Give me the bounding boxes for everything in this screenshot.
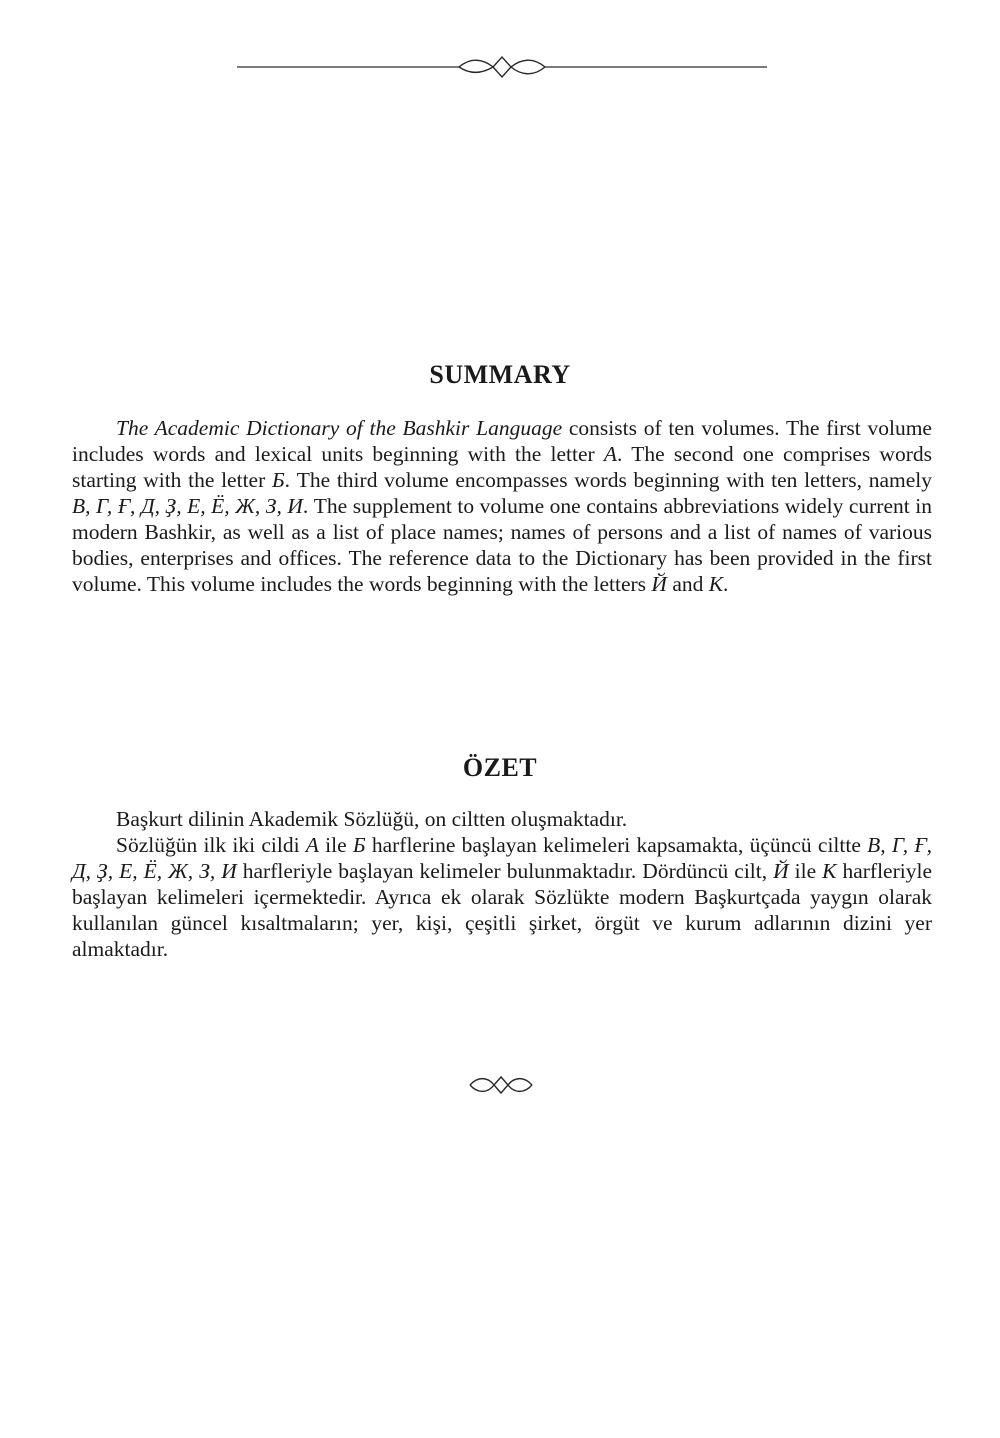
text-segment: . <box>723 572 729 596</box>
text-segment: ile <box>788 859 823 883</box>
text-segment: consists of ten volumes. The first volume includes words and lexical units beginning with the letter <box>72 416 932 466</box>
text-segment: Sözlüğün ilk iki cildi <box>116 833 306 857</box>
ozet-paragraph <box>72 832 932 962</box>
italic-text-segment: Б <box>352 833 366 857</box>
text-segment: and <box>666 572 709 596</box>
italic-text-segment: Б <box>271 468 285 492</box>
italic-text-segment: A <box>603 442 618 466</box>
ozet-heading: ÖZET <box>462 753 538 782</box>
ozet-text-block <box>72 806 932 962</box>
summary-paragraph <box>72 415 932 597</box>
summary-heading: SUMMARY <box>429 360 571 389</box>
text-segment: ile <box>318 833 353 857</box>
italic-text-segment: Й <box>773 859 789 883</box>
text-segment: harfleriyle başlayan kelimeleri içermektedir. Ayrıca ek olarak Sözlükte modern Başkurtçada yaygın olarak kullanılan güncel kısaltmaların; yer, kişi, çeşitli şirket, örgüt ve kurum adlarının dizini yer almaktadır. <box>72 859 932 961</box>
italic-text-segment: В, Г, Ғ, Д, Ҙ, Е, Ё, Ж, З, И <box>72 494 303 518</box>
italic-text-segment: К <box>708 572 724 596</box>
text-segment: harfleriyle başlayan kelimeler bulunmaktadır. Dördüncü cilt, <box>236 859 774 883</box>
bottom-ornament-flourish-icon <box>468 1074 534 1096</box>
text-segment: Başkurt dilinin Akademik Sözlüğü, on ciltten oluşmaktadır. <box>116 807 628 831</box>
ozet-paragraph <box>72 806 932 832</box>
italic-text-segment: К <box>822 859 837 883</box>
italic-text-segment: В, Г, Ғ, Д, Ҙ, Е, Ё, Ж, З, И <box>72 833 932 883</box>
italic-text-segment: A <box>305 833 319 857</box>
italic-text-segment: The Academic Dictionary of the Bashkir Language <box>116 416 563 440</box>
text-segment: . The third volume encompasses words beginning with ten letters, namely <box>284 468 932 492</box>
text-segment: . The second one comprises words starting with the letter <box>72 442 932 492</box>
text-segment: harflerine başlayan kelimeleri kapsamakta, üçüncü ciltte <box>365 833 868 857</box>
text-segment: . The supplement to volume one contains abbreviations widely current in modern Bashkir, as well as a list of place names; names of persons and a list of names of various bodies, enterprises and offices. The reference data to the Dictionary has been provided in the first volume. This volume includes the words beginning with the letters <box>72 494 932 596</box>
top-ornament-divider-icon <box>237 52 767 82</box>
italic-text-segment: Й <box>651 572 667 596</box>
